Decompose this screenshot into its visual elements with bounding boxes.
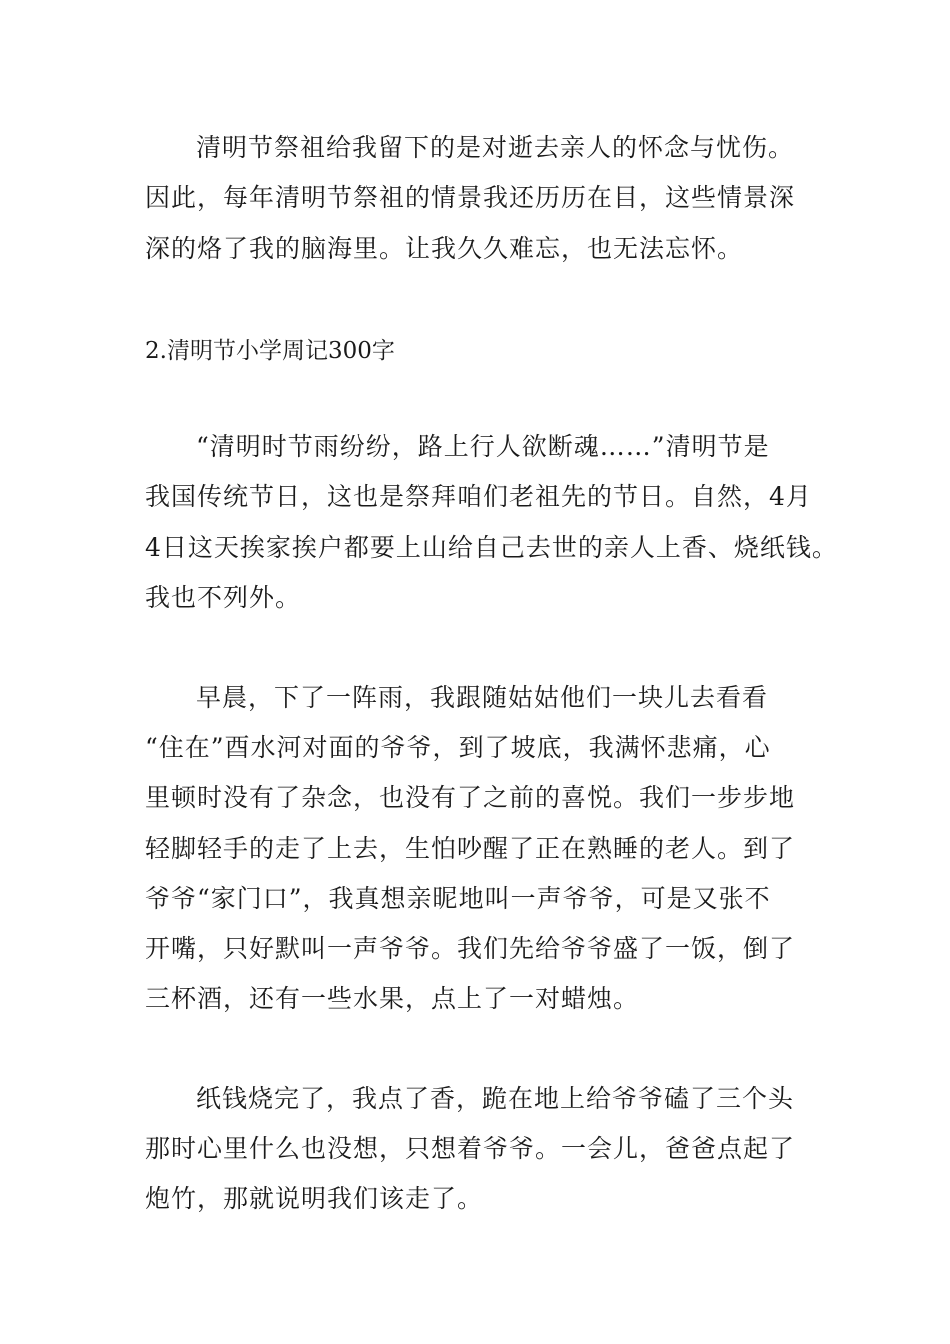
paragraph-line: 清明节祭祖给我留下的是对逝去亲人的怀念与忧伤。	[196, 133, 795, 162]
paragraph-line: 炮竹，那就说明我们该走了。	[145, 1184, 484, 1213]
paragraph-line: 因此，每年清明节祭祖的情景我还历历在目，这些情景深	[145, 183, 796, 212]
paragraph-line: 爷爷“家门口”，我真想亲昵地叫一声爷爷，可是又张不	[145, 884, 771, 913]
paragraph-line: 我也不列外。	[145, 583, 302, 612]
paragraph-line: 那时心里什么也没想，只想着爷爷。一会儿，爸爸点起了	[145, 1134, 796, 1163]
paragraph-line: 开嘴，只好默叫一声爷爷。我们先给爷爷盛了一饭，倒了	[145, 934, 796, 963]
section-heading: 2.清明节小学周记300字	[145, 338, 395, 364]
paragraph-line: 纸钱烧完了，我点了香，跪在地上给爷爷磕了三个头	[196, 1084, 795, 1113]
paragraph-line: 三杯酒，还有一些水果，点上了一对蜡烛。	[145, 984, 640, 1013]
paragraph-line: “住在”酉水河对面的爷爷，到了坡底，我满怀悲痛，心	[145, 733, 771, 762]
paragraph-line: “清明时节雨纷纷，路上行人欲断魂……”清明节是	[196, 432, 770, 461]
paragraph-line: 深的烙了我的脑海里。让我久久难忘，也无法忘怀。	[145, 234, 744, 263]
paragraph-line: 我国传统节日，这也是祭拜咱们老祖先的节日。自然，4月	[145, 482, 812, 511]
paragraph-line: 轻脚轻手的走了上去，生怕吵醒了正在熟睡的老人。到了	[145, 834, 796, 863]
paragraph-line: 早晨，下了一阵雨，我跟随姑姑他们一块儿去看看	[196, 683, 769, 712]
paragraph-line: 4日这天挨家挨户都要上山给自己去世的亲人上香、烧纸钱。	[145, 533, 838, 562]
paragraph-line: 里顿时没有了杂念，也没有了之前的喜悦。我们一步步地	[145, 783, 796, 812]
